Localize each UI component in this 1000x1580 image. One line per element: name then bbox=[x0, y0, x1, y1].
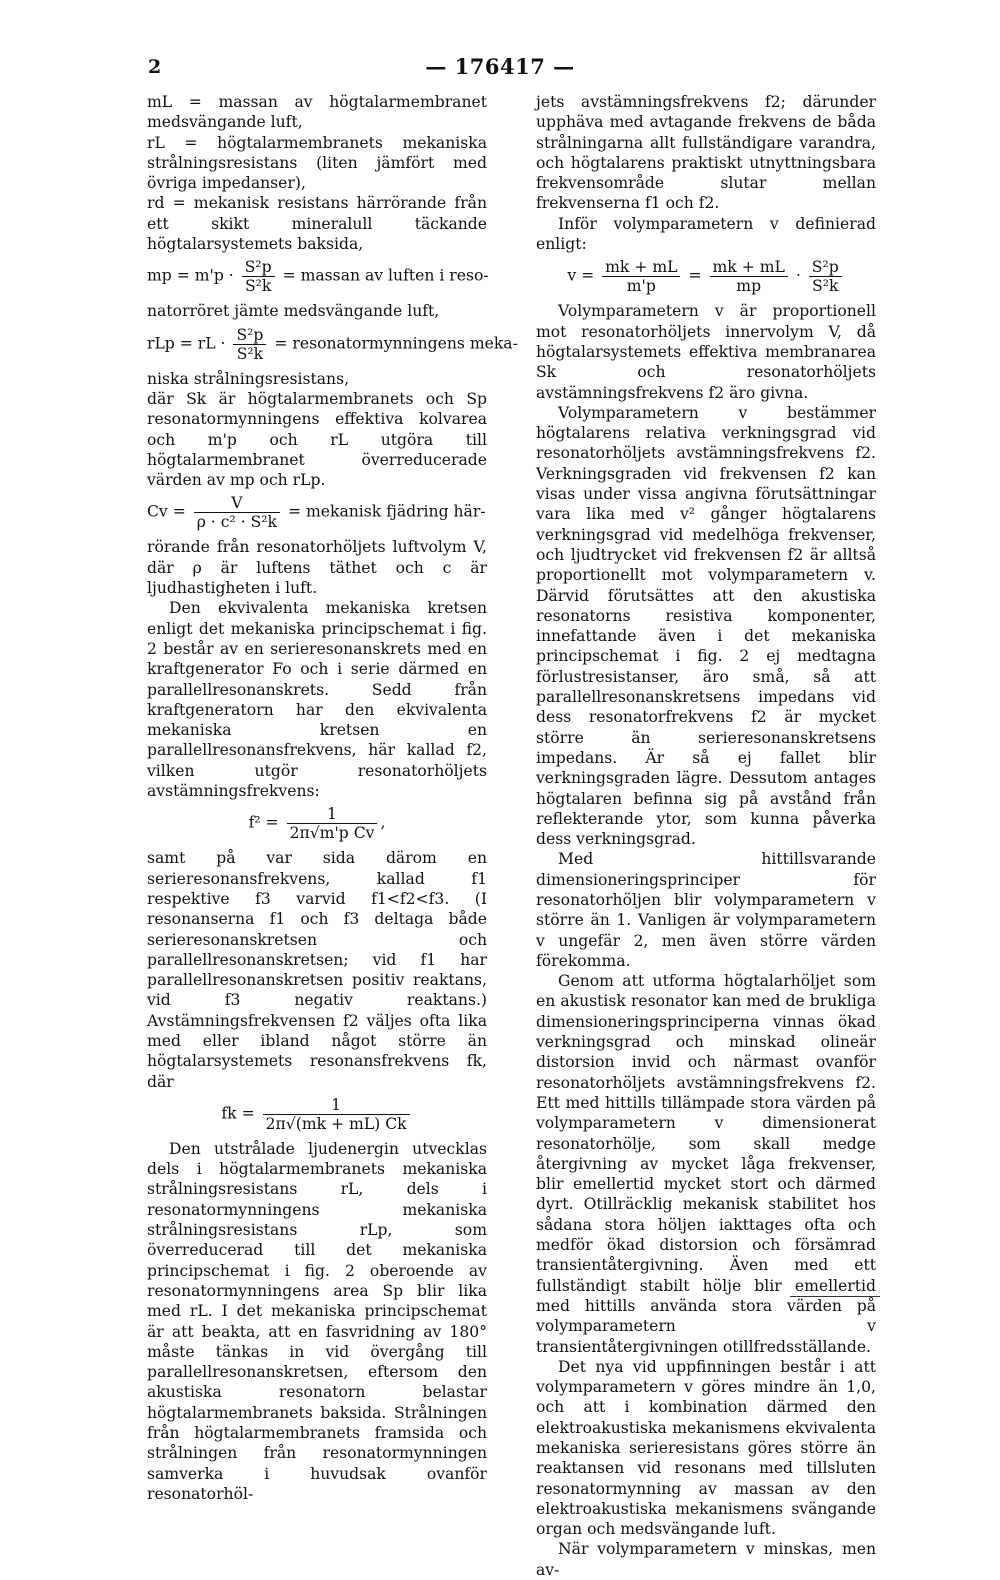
paragraph-equivalent-circuit: Den ekvivalenta mekaniska kretsen enligt det mekaniska principschemat i fig. 2 består av en serieresonanskrets med en kraftgenerator Fo och i serie därmed en parallellresonanskrets. Sedd från kraftgeneratorn har den ekvivalenta mekaniska kretsen en parallellresonansfrekvens, här kallad f2, vilken utgör resonatorhöljets avstämningsfrekvens: bbox=[147, 599, 487, 801]
footer-rule bbox=[790, 1296, 880, 1297]
equation-fk bbox=[147, 1096, 487, 1133]
equation-cv-rhs: = mekanisk fjädring här- bbox=[287, 502, 486, 521]
equation-rLp-continuation: niska strålningsresistans, bbox=[147, 369, 350, 388]
equation-v-dot: · bbox=[795, 266, 801, 285]
paragraph-hitherto: Med hittillsvarande dimensioneringsprinciper för resonatorhöljen blir volymparametern v större än 1. Vanligen är volymparametern v ungefär 2, men även större värden förekomma. bbox=[536, 850, 876, 970]
right-column bbox=[536, 92, 876, 1580]
equation-cv bbox=[147, 494, 487, 531]
paragraph-efficiency: Volymparametern v bestämmer högtalarens relativa verkningsgrad vid resonatorhöljets avstämningsfrekvens f2. Verkningsgraden vid frekvensen f2 kan visas under vissa angivna förutsättningar vara lika med v² gånger högtalarens verkningsgrad vid medelhöga frekvenser, och ljudtrycket vid frekvensen f2 är alltså proportionellt mot volymparametern v. Därvid förutsättes att den akustiska resonatorns resistiva komponenter, innefattande även i det mekaniska principschemat i fig. 2 ej medtagna förlustresistanser, äro små, så att parallellresonanskretsens impedans vid dess resonatorfrekvens f2 är mycket större än serieresonanskretsens impedans. Är så ej fallet blir verkningsgraden lägre. Dessutom antages högtalaren befinna sig på avstånd från reflekterande ytor, som kunna påverka dess verkningsgrad. bbox=[536, 403, 876, 849]
definition-mL: mL = massan av högtalarmembranet medsvängande luft, bbox=[147, 93, 487, 132]
paragraph-continuation: jets avstämningsfrekvens f2; därunder upphäva med avtagande frekvens de båda strålningarna allt fullständigare varandra, och högtalarens praktiskt utnyttningsbara frekvensområde slutar mellan frekvenserna f1 och f2. bbox=[536, 93, 876, 213]
equation-rLp-lhs: rLp = rL · bbox=[147, 334, 226, 353]
equation-fk-numerator: 1 bbox=[263, 1096, 410, 1115]
equation-fk-lhs: fk = bbox=[221, 1104, 255, 1123]
equation-v-denominator-1: m'p bbox=[626, 277, 656, 296]
equation-mp bbox=[147, 258, 487, 295]
equation-f2-numerator: 1 bbox=[287, 805, 378, 824]
equation-f2-fraction bbox=[287, 805, 378, 842]
equation-v-fraction-2 bbox=[710, 258, 788, 295]
equation-cv-numerator: V bbox=[194, 494, 280, 513]
paragraph-radiated-energy: Den utstrålade ljudenergin utvecklas dels i högtalarmembranets mekaniska strålningsresistans rL, dels i resonatormynningens mekaniska strålningsresistans rLp, som överreducerad till det mekaniska principschemat i fig. 2 oberoende av resonatormynningens area Sp blir lika med rL. I det mekaniska principschemat är att beakta, att en fasvridning av 180° måste tänkas in vid övergång till parallellresonanskretsen, eftersom den akustiska resonatorn belastar högtalarmembranets baksida. Strålningen från högtalarmembranets framsida och strålningen från resonatormynningen samverka i huvudsak ovanför resonatorhöl- bbox=[147, 1139, 487, 1503]
equation-f2-denominator: 2π√m'p Cv bbox=[289, 824, 375, 843]
equation-v-fraction-1 bbox=[602, 258, 680, 295]
equation-cv-continuation: rörande från resonatorhöljets luftvolym V, där ρ är luftens täthet och c är ljudhastigheten i luft. bbox=[147, 538, 487, 598]
equation-v-numerator-3: S²p bbox=[809, 258, 842, 277]
page-number: 2 bbox=[148, 56, 162, 78]
equation-mp-fraction bbox=[242, 258, 275, 295]
equation-cv-lhs: Cv = bbox=[147, 502, 186, 521]
definition-rd: rd = mekanisk resistans härrörande från ett skikt mineralull täckande högtalarsystemets baksida, bbox=[147, 194, 487, 254]
equation-v-lhs: v = bbox=[567, 266, 595, 285]
equation-v-fraction-3 bbox=[809, 258, 842, 295]
equation-f2-tail: , bbox=[380, 813, 386, 832]
paragraph-volume-proportional: Volymparametern v är proportionell mot resonatorhöljets innervolym V, då högtalarsystemets effektiva membranarea Sk och resonatorhöljets avstämningsfrekvens f2 äro givna. bbox=[536, 302, 876, 402]
equation-v-denominator-3: S²k bbox=[812, 277, 839, 296]
equation-v-numerator-1: mk + mL bbox=[602, 258, 680, 277]
definition-rL: rL = högtalarmembranets mekaniska strålningsresistans (liten jämfört med övriga impedanser), bbox=[147, 133, 487, 193]
equation-fk-fraction bbox=[263, 1096, 410, 1133]
paragraph-series-resonance: samt på var sida därom en serieresonansfrekvens, kallad f1 respektive f3 varvid f1<f2<f3. (I resonanserna f1 och f3 deltaga både serieresonanskretsen och parallellresonanskretsen; vid f1 har parallellresonanskretsen positiv reaktans, vid f3 negativ reaktans.) Avstämningsfrekvensen f2 väljes ofta lika med eller ibland något större än högtalarsystemets resonansfrekvens fk, där bbox=[147, 849, 487, 1091]
equation-cv-fraction bbox=[194, 494, 280, 531]
equation-f2-lhs: f² = bbox=[248, 813, 279, 832]
patent-number: — 176417 — bbox=[425, 54, 575, 79]
paragraph-intro-volume-parameter: Inför volymparametern v definierad enligt: bbox=[536, 214, 876, 254]
equation-mp-lhs: mp = m'p · bbox=[147, 266, 234, 285]
equation-mp-continuation: natorröret jämte medsvängande luft, bbox=[147, 302, 440, 321]
left-column bbox=[147, 92, 518, 1504]
paragraph-where: där Sk är högtalarmembranets och Sp resonatormynningens effektiva kolvarea och m'p och rL utgöra till högtalarmembranet överreducerade värden av mp och rLp. bbox=[147, 389, 487, 490]
paragraph-last: När volymparametern v minskas, men av- bbox=[536, 1540, 876, 1579]
paragraph-design: Genom att utforma högtalarhöljet som en akustisk resonator kan med de brukliga dimensioneringsprinciperna vinnas ökad verkningsgrad och minskad olineär distorsion invid och närmast ovanför resonatorhöljets avstämningsfrekvens f2. Ett med hittills tillämpade stora värden på volymparametern v dimensionerat resonatorhölje, som skall medge återgivning av mycket låga frekvenser, blir emellertid mycket stort och därmed dyrt. Otillräcklig mekanisk stabilitet hos sådana stora höljen iakttages ofta och medför ökad distorsion och försämrad transientåtergivning. Även med ett fullständigt stabilt hölje blir emellertid med hittills använda stora värden på volymparametern v transientåtergivningen otillfredsställande. bbox=[536, 972, 876, 1356]
equation-rLp-denominator: S²k bbox=[236, 344, 264, 363]
equation-rLp-numerator: S²p bbox=[233, 326, 266, 345]
equation-mp-denominator: S²k bbox=[244, 277, 272, 296]
equation-mp-numerator: S²p bbox=[242, 258, 275, 277]
equation-cv-denominator: ρ · c² · S²k bbox=[196, 513, 278, 532]
equation-fk-denominator: 2π√(mk + mL) Ck bbox=[265, 1114, 407, 1133]
equation-mp-rhs: = massan av luften i reso- bbox=[282, 266, 489, 285]
equation-v-equals: = bbox=[688, 266, 702, 285]
equation-rLp bbox=[147, 325, 518, 363]
equation-f2 bbox=[147, 805, 487, 842]
equation-v-numerator-2: mk + mL bbox=[710, 258, 788, 277]
equation-rLp-fraction bbox=[233, 326, 266, 363]
equation-rLp-rhs: = resonatormynningens meka- bbox=[274, 334, 518, 353]
equation-v bbox=[536, 258, 876, 295]
paragraph-invention: Det nya vid uppfinningen består i att volymparametern v göres mindre än 1,0, och att i kombination därmed den elektroakustiska mekanismens ekvivalenta mekaniska serieresistans göres större än reaktansen vid resonans med tillsluten resonatormynning av massan av den elektroakustiska mekanismens svängande organ och medsvängande luft. bbox=[536, 1357, 876, 1539]
equation-v-denominator-2: mp bbox=[736, 277, 762, 296]
